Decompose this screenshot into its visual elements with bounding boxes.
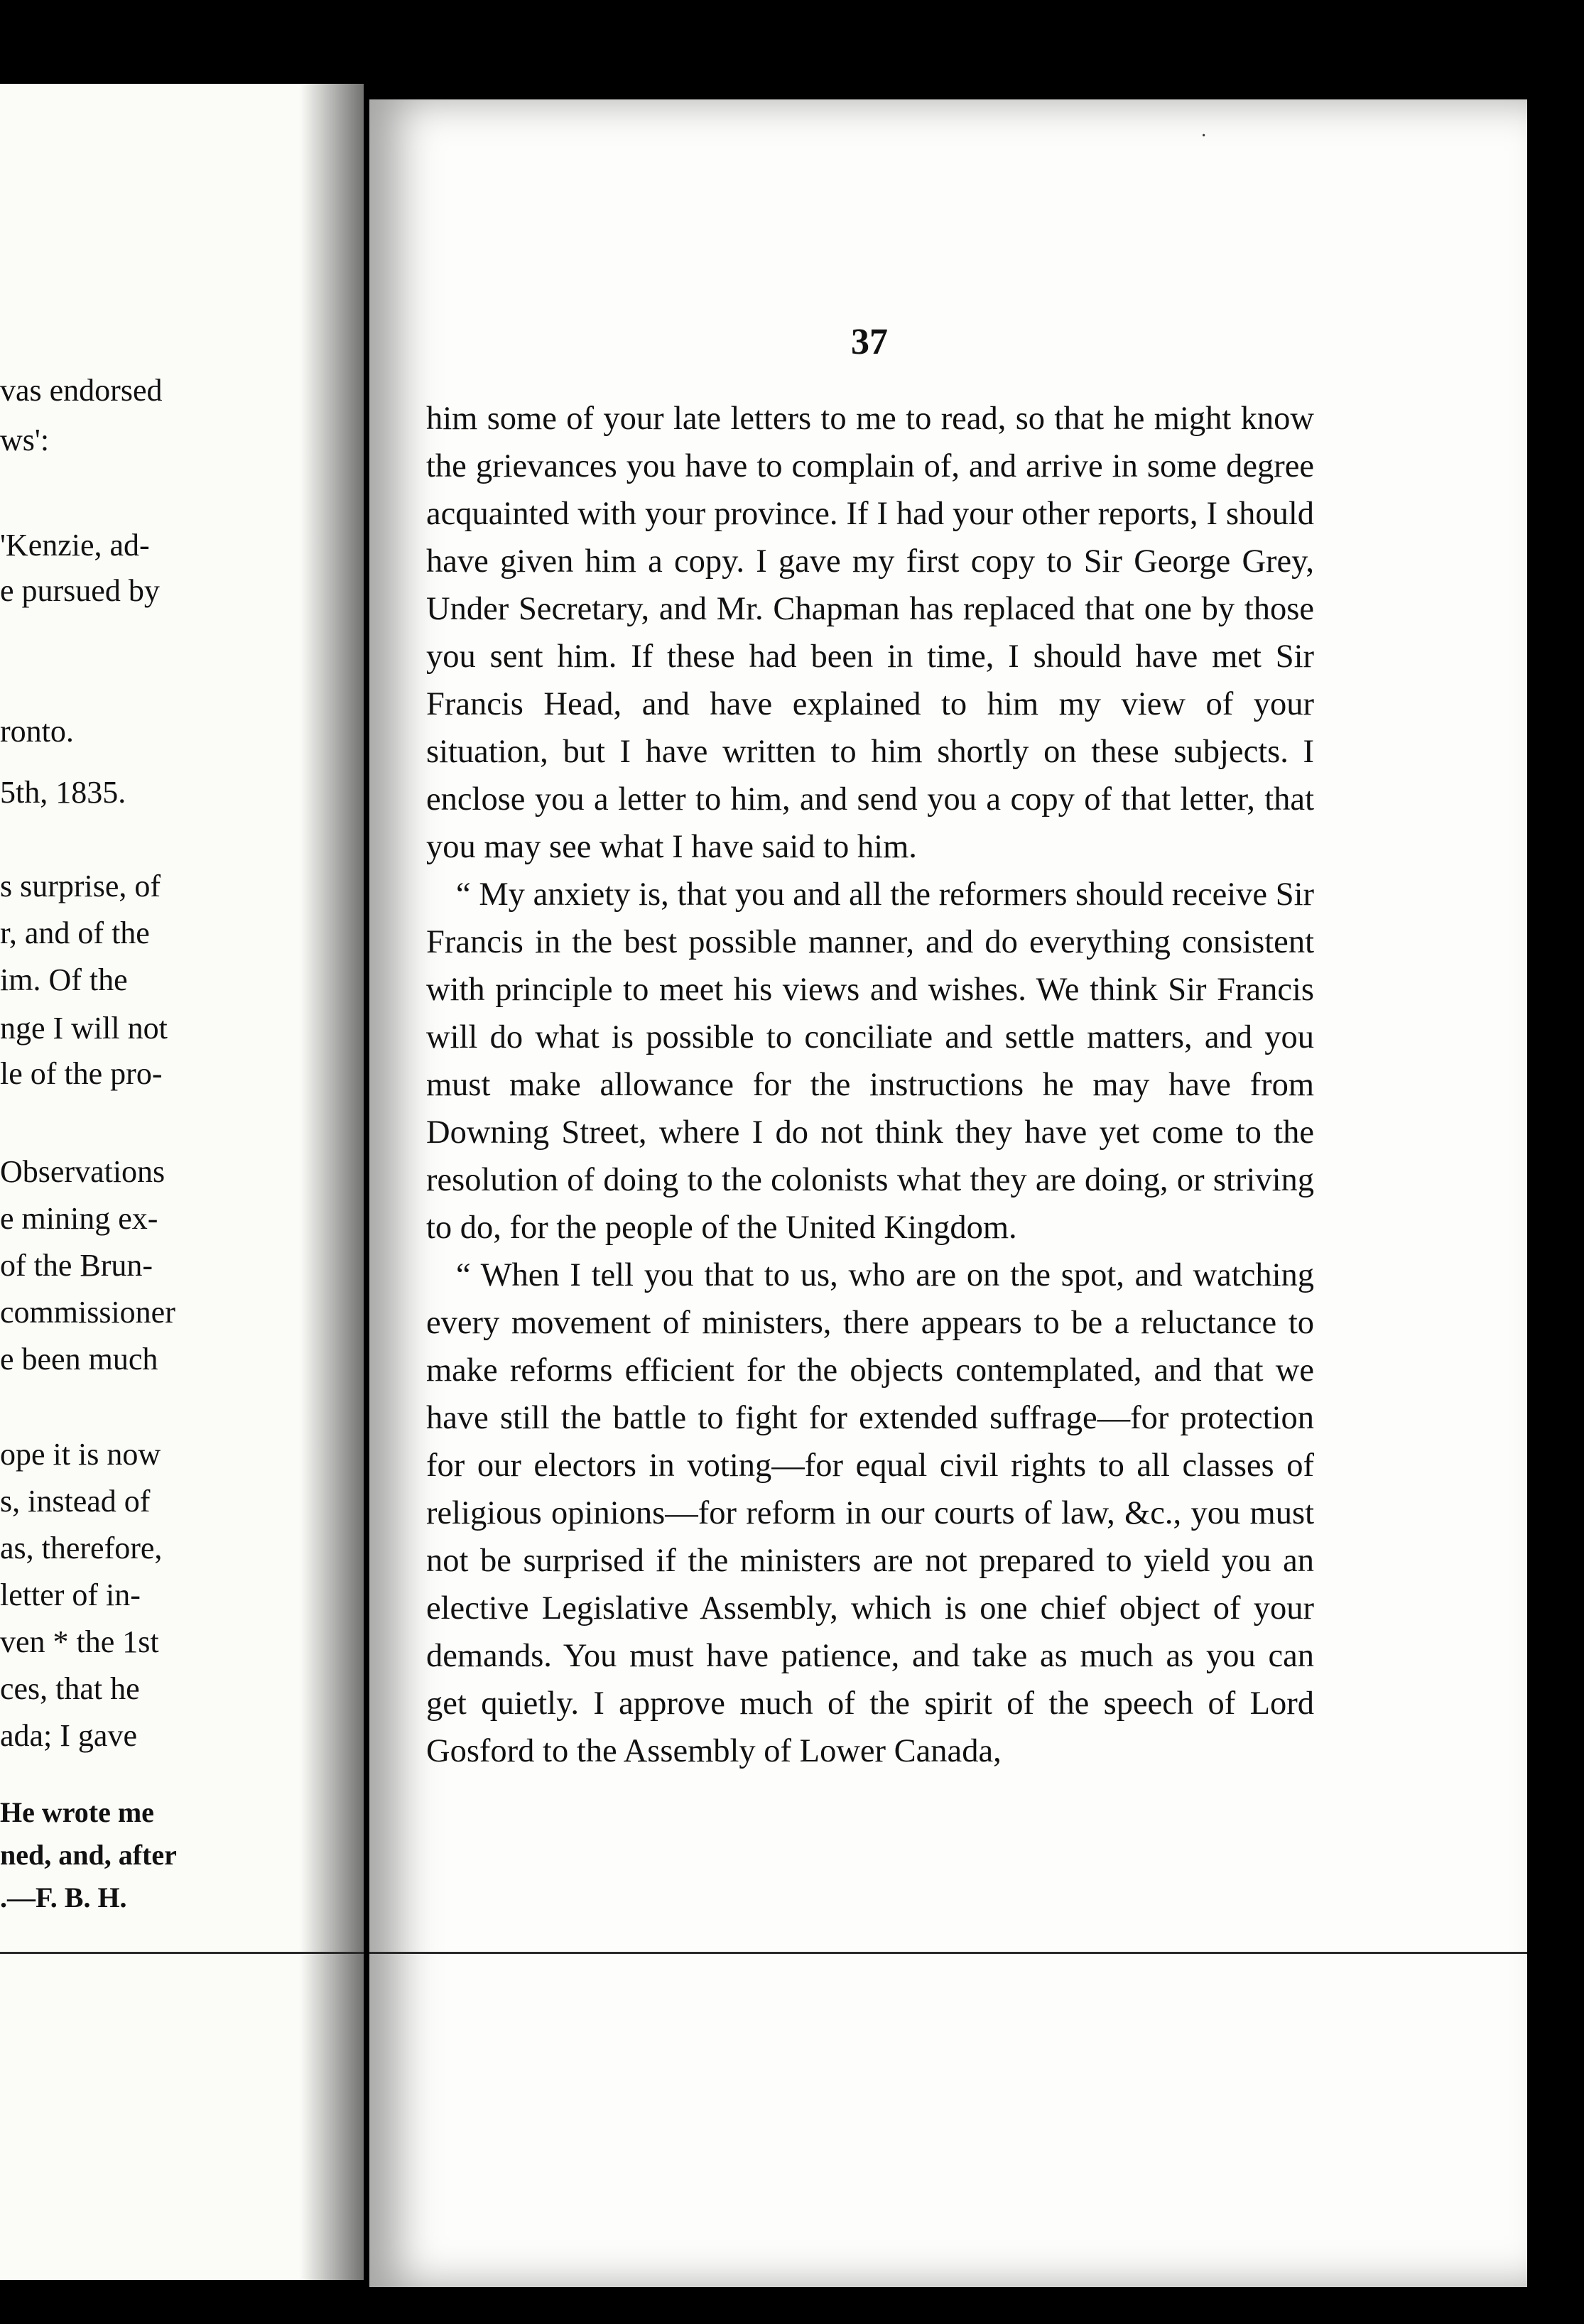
left-line: r, and of the — [0, 916, 150, 950]
scan-speck: · — [1200, 125, 1208, 147]
left-footnote-line: He wrote me — [0, 1796, 154, 1828]
left-line: ws': — [0, 423, 50, 457]
paragraph: “ My anxiety is, that you and all the reformers should receive Sir Francis in the best possible manner, and do everything consistent with principle to meet his views and wishes. We think Sir Francis will do what is possible to conciliate and settle matters, and you must make allowance for the instructions he may have from Downing Street, where I do not think they have yet come to the resolution of doing to the colonists what they are doing, or striving to do, for the people of the United Kingdom. — [426, 876, 1314, 1246]
left-line: s, instead of — [0, 1484, 151, 1519]
left-line: le of the pro- — [0, 1056, 163, 1091]
scan-right-border — [1527, 71, 1584, 2324]
left-bottom-rule — [0, 1952, 364, 1954]
left-line: e been much — [0, 1342, 158, 1377]
left-line: ronto. — [0, 714, 74, 749]
page-number: 37 — [851, 322, 888, 362]
left-line: 'Kenzie, ad- — [0, 528, 150, 563]
left-line: e pursued by — [0, 573, 160, 608]
left-line: commissioner — [0, 1295, 175, 1330]
left-line: 5th, 1835. — [0, 775, 126, 810]
left-line: of the Brun- — [0, 1248, 153, 1283]
left-line: letter of in- — [0, 1578, 141, 1612]
left-line: ope it is now — [0, 1437, 161, 1472]
left-line: nge I will not — [0, 1011, 168, 1046]
left-line: e mining ex- — [0, 1201, 158, 1236]
left-line: Observations — [0, 1154, 166, 1189]
page-body-text — [426, 395, 1314, 1775]
paragraph: him some of your late letters to me to read, so that he might know the grievances you have to complain of, and arrive in some degree acquainted with your province. If I had your other reports, I should have given him a copy. I gave my first copy to Sir George Grey, Under Secretary, and Mr. Chapman has replaced that one by those you sent him. If these had been in time, I should have met Sir Francis Head, and have explained to him my view of your situation, but I have written to him shortly on these subjects. I enclose you a letter to him, and send you a copy of that letter, that you may see what I have said to him. — [426, 401, 1314, 865]
left-footnote-line: .—F. B. H. — [0, 1882, 127, 1913]
page-gutter-shadow — [300, 84, 364, 2280]
left-line: ces, that he — [0, 1671, 140, 1706]
left-line: vas endorsed — [0, 373, 163, 408]
paragraph: “ When I tell you that to us, who are on the spot, and watching every movement of ministers, there appears to be a reluctance to make reforms efficient for the objects contemplated, and that we have still the battle to fight for extended suffrage—for protection for our electors in voting—for equal civil rights to all classes of religious opinions—for reform in our courts of law, &c., you must not be surprised if the ministers are not prepared to yield you an elective Legislative Assembly, which is one chief object of your demands. You must have patience, and take as much as you can get quietly. I approve much of the spirit of the speech of Lord Gosford to the Assembly of Lower Canada, — [426, 1257, 1314, 1769]
left-line: im. Of the — [0, 962, 128, 997]
left-line: ven * the 1st — [0, 1624, 159, 1659]
left-line: as, therefore, — [0, 1531, 163, 1565]
left-line: s surprise, of — [0, 869, 161, 903]
left-page-fragment — [0, 84, 364, 2280]
left-footnote-line: ned, and, after — [0, 1839, 177, 1871]
left-line: ada; I gave — [0, 1718, 137, 1753]
right-bottom-rule — [369, 1952, 1527, 1954]
